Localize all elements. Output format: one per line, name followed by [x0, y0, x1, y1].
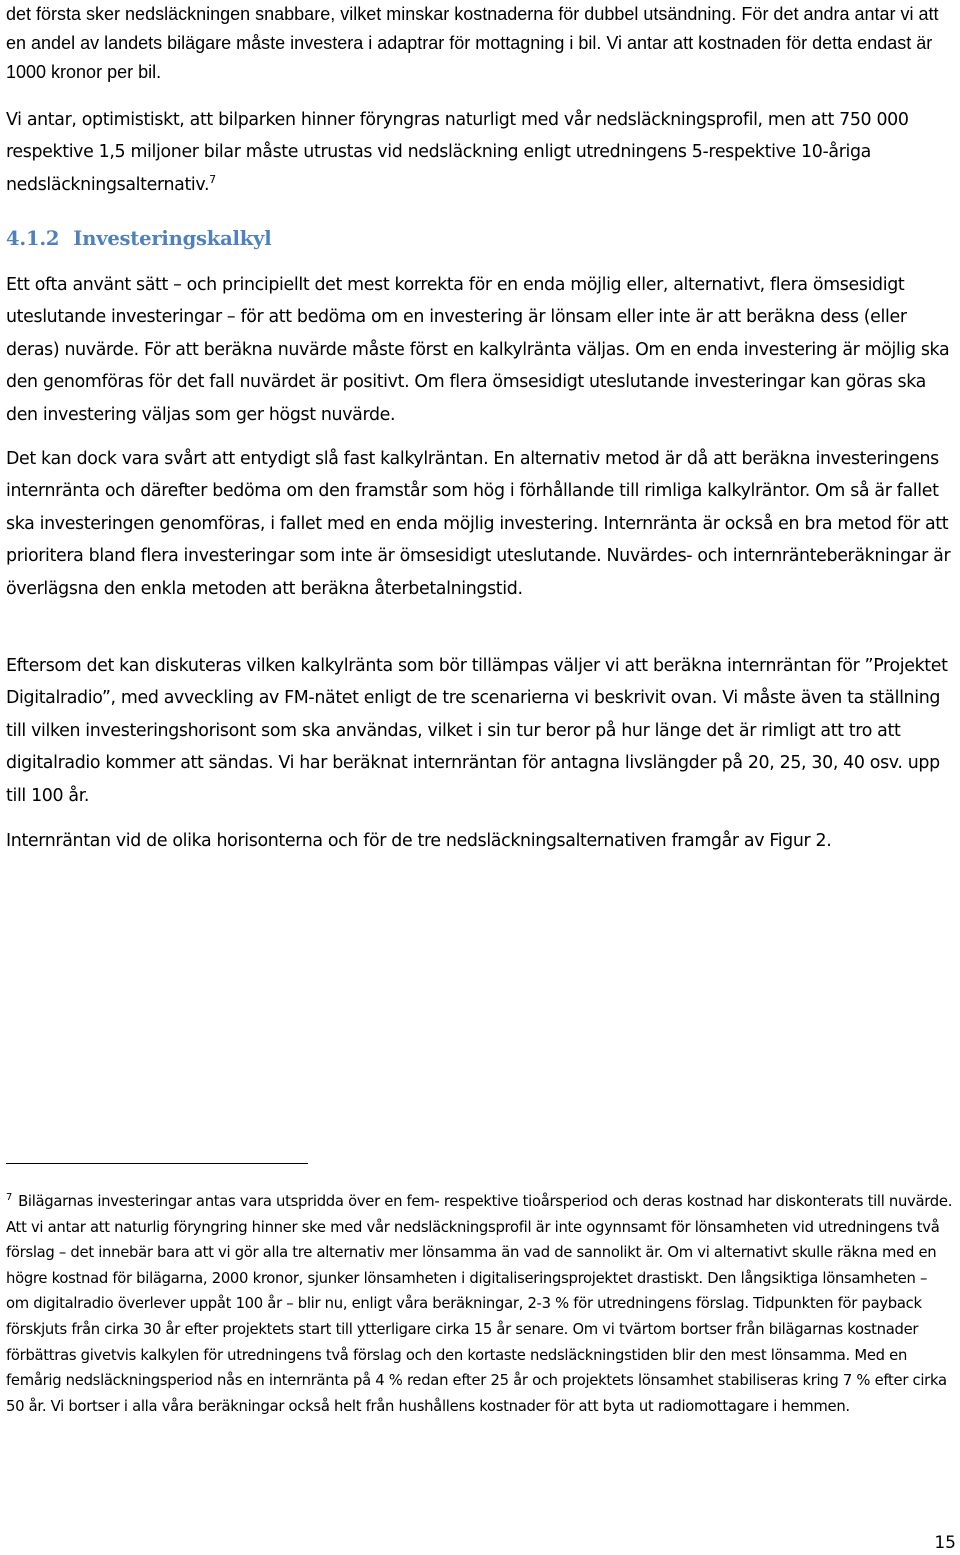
- paragraph-digital-radio-project: Eftersom det kan diskuteras vilken kalkylränta som bör tillämpas väljer vi att beräkna internräntan för ”Projektet Digitalradio”, med avveckling av FM-nätet enligt de tre scenarierna vi beskrivit ovan. Vi måste även ta ställning till vilken investeringshorisont som ska användas, vilket i sin tur beror på hur länge det är rimligt att tro att digitalradio kommer att sändas. Vi har beräknat internräntan för antagna livslängder på 20, 25, 30, 40 osv. upp till 100 år.: [6, 656, 948, 806]
- section-title: Investeringskalkyl: [73, 227, 272, 250]
- section-heading: [6, 227, 954, 251]
- footnote-text: Bilägarnas investeringar antas vara utspridda över en fem- respektive tioårsperiod och deras kostnad har diskonterats till nuvärde. Att vi antar att naturlig föryngring hinner ske med vår nedsläckningsprofil är inte ogynnsamt för lönsamheten vid utredningens två förslag – det innebär bara att vi gör alla tre alternativ mer lönsamma än vad de sannolikt är. Om vi alternativt skulle räkna med en högre kostnad för bilägarna, 2000 kronor, sjunker lönsamheten i digitaliseringsprojektet drastiskt. Den långsiktiga lönsamheten – om digitalradio överlever uppåt 100 år – blir nu, enligt våra beräkningar, 2-3 % för utredningens förslag. Tidpunkten för payback förskjuts från cirka 30 år efter projektets start till ytterligare cirka 15 år senare. Om vi tvärtom bortser från bilägarnas kostnader förbättras givetvis kalkylen för utredningens två förslag och den kortaste nedsläckningstiden blir den mest lönsamma. Med en femårig nedsläckningsperiod nås en internränta på 4 % redan efter 25 år och projektets lönsamhet stabiliseras kring 7 % efter cirka 50 år. Vi bortser i alla våra beräkningar också helt från hushållens kostnader för att byta ut radiomottagare i hemmen.: [6, 1193, 953, 1415]
- paragraph-net-present-value: Ett ofta använt sätt – och principiellt det mest korrekta för en enda möjlig eller, alternativt, flera ömsesidigt uteslutande investeringar – för att bedöma om en investering är lönsam eller inte är att beräkna dess (eller deras) nuvärde. För att beräkna nuvärde måste först en kalkylränta väljas. Om en enda investering är möjlig ska den genomföras för det fall nuvärdet är positivt. Om flera ömsesidigt uteslutande investeringar kan göras ska den investering väljas som ger högst nuvärde.: [6, 275, 950, 425]
- page-number: 15: [934, 1533, 956, 1553]
- footnote-separator: [6, 1163, 308, 1164]
- paragraph-intro-continuation: det första sker nedsläckningen snabbare, vilket minskar kostnaderna för dubbel utsändning. För det andra antar vi att en andel av landets bilägare måste investera i adaptrar för mottagning i bil. Vi antar att kostnaden för detta endast är 1000 kronor per bil.: [6, 4, 939, 82]
- footnote-marker: 7: [6, 1192, 13, 1204]
- footnote-reference[interactable]: 7: [209, 173, 216, 187]
- paragraph-car-fleet-assumption: [6, 104, 954, 201]
- footnote: [6, 1189, 954, 1419]
- paragraph-internal-rate: Det kan dock vara svårt att entydigt slå fast kalkylräntan. En alternativ metod är då att beräkna investeringens internränta och därefter bedöma om den framstår som hög i förhållande till rimliga kalkylräntor. Om så är fallet ska investeringen genomföras, i fallet med en enda möjlig investering. Internränta är också en bra metod för att prioritera bland flera investeringar som inte är ömsesidigt uteslutande. Nuvärdes- och internränteberäkningar är överlägsna den enkla metoden att beräkna återbetalningstid.: [6, 449, 951, 599]
- paragraph-figure-reference: Internräntan vid de olika horisonterna och för de tre nedsläckningsalternativen framgår av Figur 2.: [6, 831, 832, 851]
- paragraph-car-fleet-text: Vi antar, optimistiskt, att bilparken hinner föryngras naturligt med vår nedsläckningsprofil, men att 750 000 respektive 1,5 miljoner bilar måste utrustas vid nedsläckning enligt utredningens 5-respektive 10-åriga nedsläckningsalternativ.: [6, 110, 909, 195]
- section-number: 4.1.2: [6, 227, 60, 250]
